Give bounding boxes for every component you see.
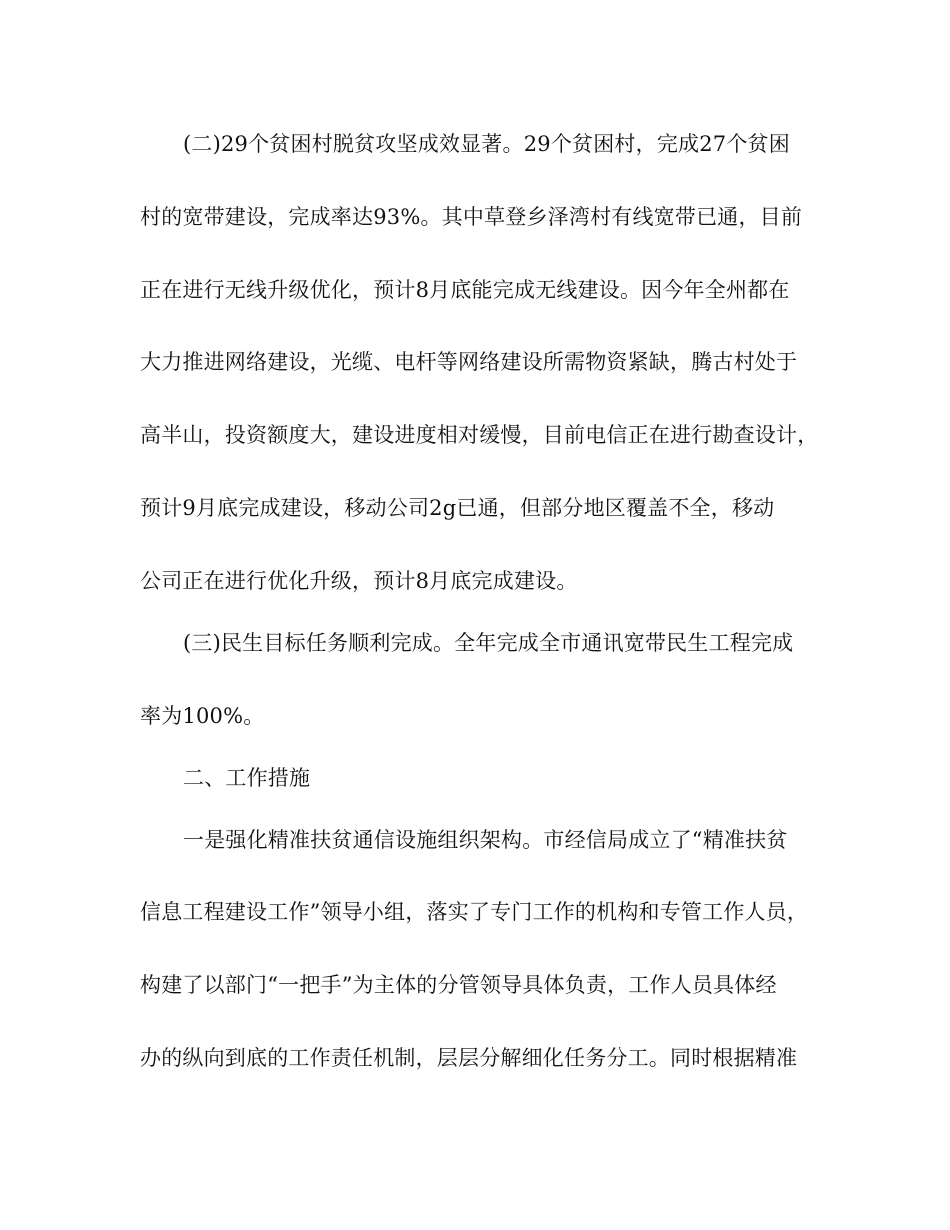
text-line-5: 高半山，投资额度大，建设进度相对缓慢，目前电信正在进行勘查设计， (140, 423, 819, 447)
text-line-4: 大力推进网络建设，光缆、电杆等网络建设所需物资紧缺，腾古村处于 (140, 350, 798, 374)
section-heading: 二、工作措施 (183, 766, 311, 790)
text-line-7: 公司正在进行优化升级，预计8月底完成建设。 (140, 569, 578, 593)
text-line-14: 办的纵向到底的工作责任机制，层层分解细化任务分工。同时根据精准 (140, 1046, 798, 1070)
text-line-8: (三)民生目标任务顺利完成。全年完成全市通讯宽带民生工程完成 (183, 631, 794, 655)
text-line-13: 构建了以部门“一把手”为主体的分管领导具体负责，工作人员具体经 (140, 973, 777, 997)
text-line-11: 一是强化精准扶贫通信设施组织架构。市经信局成立了“精准扶贫 (183, 828, 788, 852)
text-line-2: 村的宽带建设，完成率达93%。其中草登乡泽湾村有线宽带已通，目前 (140, 205, 803, 229)
text-line-3: 正在进行无线升级优化，预计8月底能完成无线建设。因今年全州都在 (140, 278, 790, 302)
text-line-12: 信息工程建设工作”领导小组，落实了专门工作的机构和专管工作人员， (140, 900, 809, 924)
text-line-1: (二)29个贫困村脱贫攻坚成效显著。29个贫困村，完成27个贫困 (183, 132, 790, 156)
text-line-9: 率为100%。 (140, 704, 265, 728)
text-line-6: 预计9月底完成建设，移动公司2g已通，但部分地区覆盖不全，移动 (140, 496, 775, 520)
